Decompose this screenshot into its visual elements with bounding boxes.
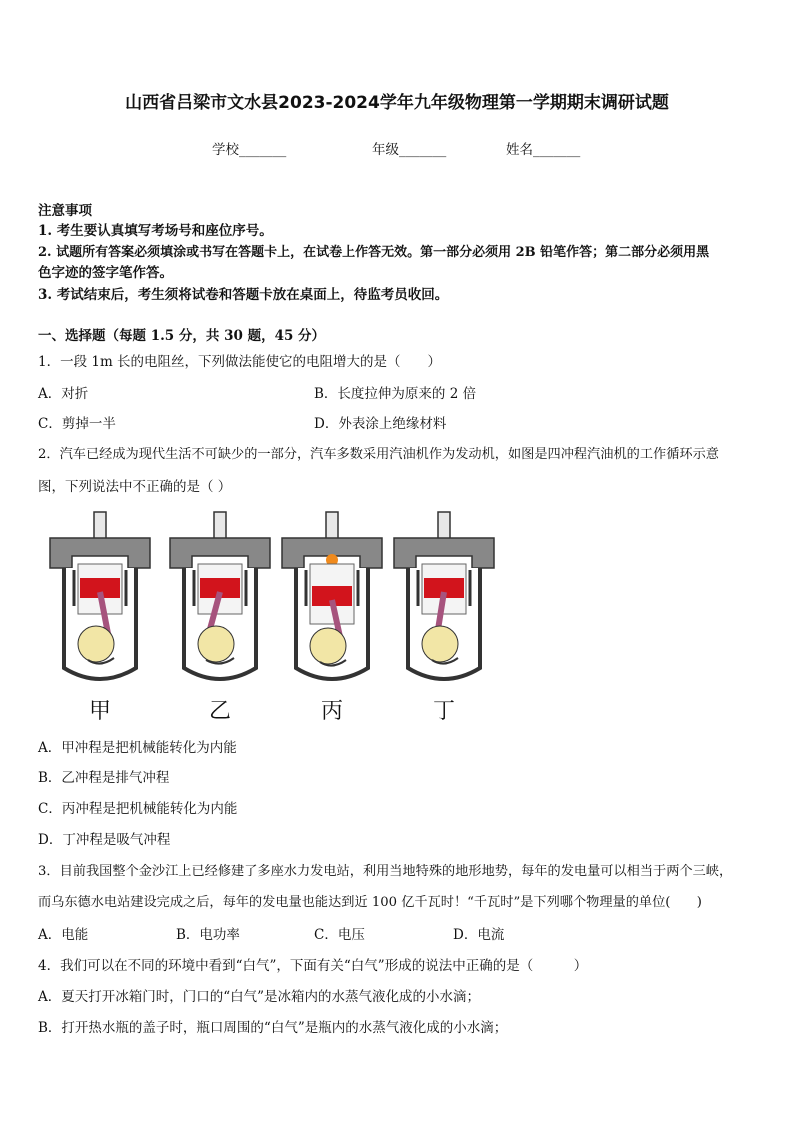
q3-option-a: A．电能 xyxy=(38,927,89,943)
q2-option-c: C．丙冲程是把机械能转化为内能 xyxy=(38,801,238,817)
notice-item-2-line1: 2. 试题所有答案必须填涂或书写在答题卡上，在试卷上作答无效。第一部分必须用 2B 铅笔作答；第二部分必须用黑 xyxy=(38,245,710,260)
q3-stem-line1: 3．目前我国整个金沙江上已经修建了多座水力发电站，利用当地特殊的地形地势，每年的发电量可以相当于两个三峡， xyxy=(38,864,733,879)
engine-diagram-ding xyxy=(388,508,500,688)
notice-item-1: 1. 考生要认真填写考场号和座位序号。 xyxy=(38,223,273,239)
q1-stem: 1．一段 1m 长的电阻丝，下列做法能使它的电阻增大的是（ ） xyxy=(38,354,442,370)
notice-heading: 注意事项 xyxy=(38,203,92,219)
engine-label-ding: 丁 xyxy=(432,699,455,724)
name-field: 姓名_______ xyxy=(506,142,581,158)
q2-stem-line1: 2．汽车已经成为现代生活不可缺少的一部分，汽车多数采用汽油机作为发动机，如图是四冲程汽油机的工作循环示意 xyxy=(38,447,719,462)
grade-field: 年级_______ xyxy=(372,142,447,158)
q3-option-c: C．电压 xyxy=(314,927,365,943)
q1-option-d: D．外表涂上绝缘材料 xyxy=(314,416,447,432)
q1-option-a: A．对折 xyxy=(38,386,89,402)
q2-option-d: D．丁冲程是吸气冲程 xyxy=(38,832,171,848)
q2-option-b: B．乙冲程是排气冲程 xyxy=(38,770,170,786)
q2-option-a: A．甲冲程是把机械能转化为内能 xyxy=(38,740,237,756)
notice-item-3: 3. 考试结束后，考生须将试卷和答题卡放在桌面上，待监考员收回。 xyxy=(38,287,449,303)
engine-diagram-bing xyxy=(276,508,388,688)
q1-option-b: B．长度拉伸为原来的 2 倍 xyxy=(314,386,477,402)
section-heading: 一、选择题（每题 1.5 分，共 30 题，45 分） xyxy=(38,328,326,344)
engine-label-jia: 甲 xyxy=(88,699,111,724)
q3-stem-line2: 而乌东德水电站建设完成之后，每年的发电量也能达到近 100 亿千瓦时！“千瓦时”是下列哪个物理量的单位( ) xyxy=(38,895,702,910)
engine-figure xyxy=(40,508,500,730)
notice-item-2-line2: 色字迹的签字笔作答。 xyxy=(38,265,173,281)
q3-option-d: D．电流 xyxy=(453,927,505,943)
exam-title: 山西省吕梁市文水县2023-2024学年九年级物理第一学期期末调研试题 xyxy=(125,93,669,113)
q1-option-c: C．剪掉一半 xyxy=(38,416,116,432)
school-field: 学校_______ xyxy=(212,142,287,158)
q3-option-b: B．电功率 xyxy=(176,927,240,943)
q4-option-a: A．夏天打开冰箱门时，门口的“白气”是冰箱内的水蒸气液化成的小水滴； xyxy=(38,989,481,1005)
q2-stem-line2: 图，下列说法中不正确的是（ ） xyxy=(38,479,232,495)
engine-label-yi: 乙 xyxy=(208,699,231,724)
engine-label-bing: 丙 xyxy=(320,699,343,724)
q4-stem: 4．我们可以在不同的环境中看到“白气”，下面有关“白气”形成的说法中正确的是（ ） xyxy=(38,958,588,974)
engine-diagram-yi xyxy=(164,508,276,688)
q4-option-b: B．打开热水瓶的盖子时，瓶口周围的“白气”是瓶内的水蒸气液化成的小水滴； xyxy=(38,1020,508,1036)
engine-diagram-jia xyxy=(44,508,156,688)
